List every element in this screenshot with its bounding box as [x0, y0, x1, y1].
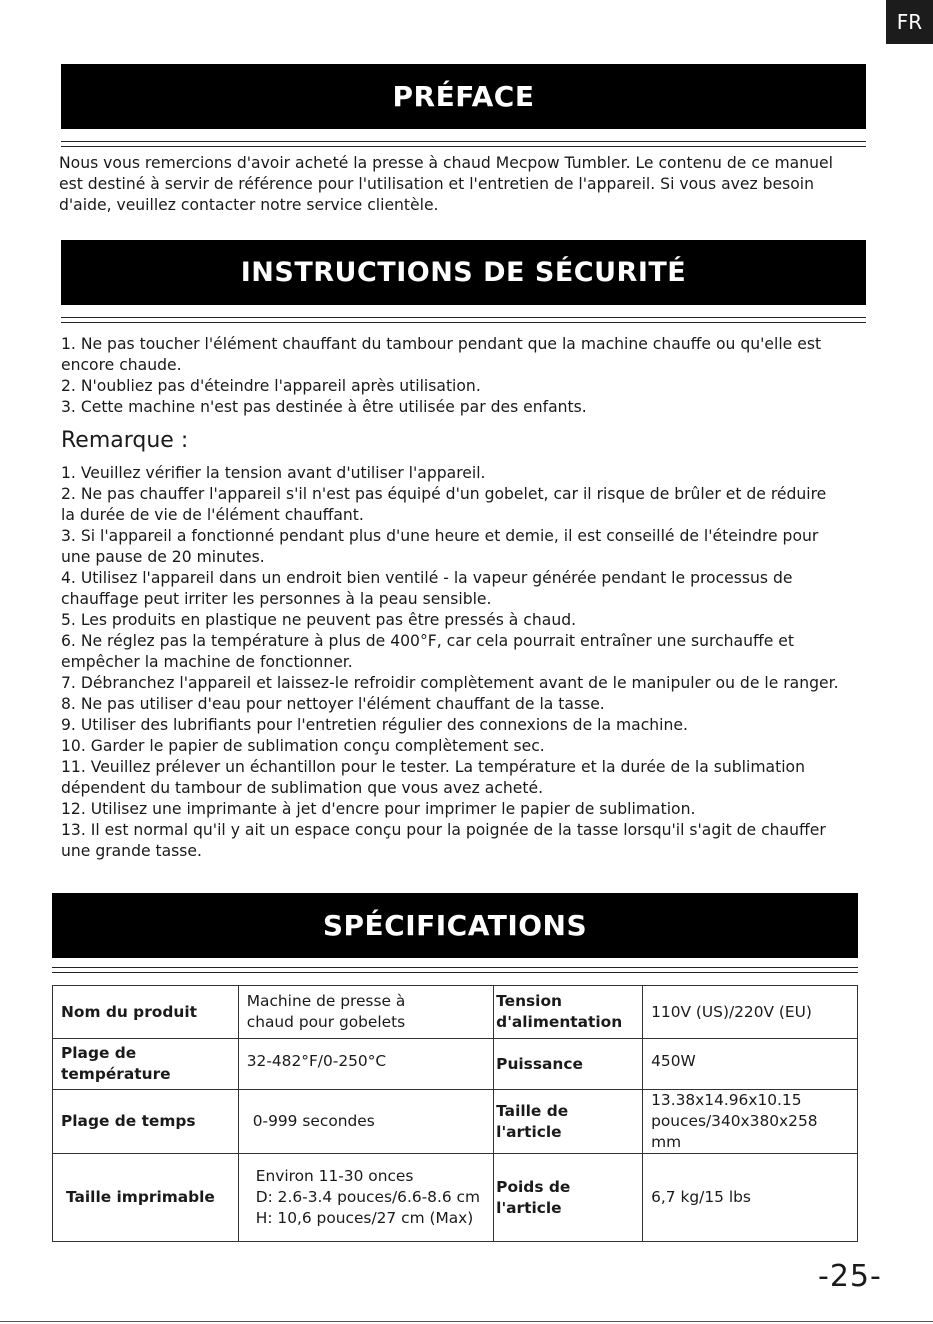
specs-title: SPÉCIFICATIONS — [322, 909, 588, 942]
divider — [52, 972, 858, 973]
language-badge: FR — [886, 0, 933, 44]
table-row — [53, 1154, 858, 1242]
spec-label: Taille imprimable — [53, 1154, 239, 1242]
spec-value: Machine de presse à chaud pour gobelets — [238, 986, 493, 1039]
text-line: 8. Ne pas utiliser d'eau pour nettoyer l'élément chauffant de la tasse. — [61, 695, 605, 713]
preface-banner — [61, 64, 866, 129]
spec-label: Taille de l'article — [494, 1090, 643, 1154]
text-line: 9. Utiliser des lubrifiants pour l'entretien régulier des connexions de la machine. — [61, 716, 688, 734]
spec-label: Poids de l'article — [494, 1154, 643, 1242]
table-row — [53, 1039, 858, 1090]
table-row — [53, 986, 858, 1039]
text-line: 7. Débranchez l'appareil et laissez-le refroidir complètement avant de le manipuler ou de le ranger. — [61, 674, 839, 692]
divider — [61, 322, 866, 323]
text-line: 5. Les produits en plastique ne peuvent pas être pressés à chaud. — [61, 611, 577, 629]
text-line: 3. Cette machine n'est pas destinée à être utilisée par des enfants. — [61, 398, 587, 416]
text-line: 1. Veuillez vérifier la tension avant d'utiliser l'appareil. — [61, 464, 486, 482]
text-line: 11. Veuillez prélever un échantillon pour le tester. La température et la durée de la sublimation — [61, 758, 805, 776]
text-line: 2. N'oubliez pas d'éteindre l'appareil après utilisation. — [61, 377, 481, 395]
divider — [61, 317, 866, 318]
text-line: 13. Il est normal qu'il y ait un espace conçu pour la poignée de la tasse lorsqu'il s'agit de chauffer — [61, 821, 826, 839]
preface-title: PRÉFACE — [392, 80, 535, 113]
divider — [52, 967, 858, 968]
text-line: une pause de 20 minutes. — [61, 548, 265, 566]
text-line: 10. Garder le papier de sublimation conçu complètement sec. — [61, 737, 545, 755]
specs-banner — [52, 893, 858, 958]
divider — [61, 146, 866, 147]
spec-value: 6,7 kg/15 lbs — [643, 1154, 858, 1242]
spec-label: Plage de température — [53, 1039, 239, 1090]
divider — [61, 141, 866, 142]
text-line: dépendent du tambour de sublimation que vous avez acheté. — [61, 779, 544, 797]
text-line: une grande tasse. — [61, 842, 202, 860]
safety-text — [61, 334, 821, 418]
spec-label: Puissance — [494, 1039, 643, 1090]
page-number: -25- — [818, 1259, 882, 1294]
text-line: la durée de vie de l'élément chauffant. — [61, 506, 364, 524]
spec-label: Nom du produit — [53, 986, 239, 1039]
spec-value: Environ 11-30 onces D: 2.6-3.4 pouces/6.6-8.6 cm H: 10,6 pouces/27 cm (Max) — [238, 1154, 493, 1242]
spec-value: 0-999 secondes — [238, 1090, 493, 1154]
remark-title: Remarque : — [61, 428, 189, 453]
remark-text — [61, 463, 839, 862]
table-row — [53, 1090, 858, 1154]
text-line: encore chaude. — [61, 356, 182, 374]
spec-label: Tension d'alimentation — [494, 986, 643, 1039]
safety-banner — [61, 240, 866, 305]
text-line: 12. Utilisez une imprimante à jet d'encre pour imprimer le papier de sublimation. — [61, 800, 696, 818]
spec-label: Plage de temps — [53, 1090, 239, 1154]
spec-value: 13.38x14.96x10.15 pouces/340x380x258 mm — [643, 1090, 858, 1154]
spec-value: 450W — [643, 1039, 858, 1090]
text-line: chauffage peut irriter les personnes à la peau sensible. — [61, 590, 492, 608]
text-line: 1. Ne pas toucher l'élément chauffant du tambour pendant que la machine chauffe ou qu'elle est — [61, 335, 822, 353]
text-line: 2. Ne pas chauffer l'appareil s'il n'est pas équipé d'un gobelet, car il risque de brûler et de réduire — [61, 485, 827, 503]
spec-value: 32-482°F/0-250°C — [238, 1039, 493, 1090]
safety-title: INSTRUCTIONS DE SÉCURITÉ — [240, 257, 687, 288]
text-line: est destiné à servir de référence pour l'utilisation et l'entretien de l'appareil. Si vous avez besoin — [59, 175, 814, 193]
text-line: d'aide, veuillez contacter notre service clientèle. — [59, 196, 439, 214]
text-line: 4. Utilisez l'appareil dans un endroit bien ventilé - la vapeur générée pendant le processus de — [61, 569, 793, 587]
spec-table — [52, 985, 858, 1242]
spec-value: 110V (US)/220V (EU) — [643, 986, 858, 1039]
text-line: Nous vous remercions d'avoir acheté la presse à chaud Mecpow Tumbler. Le contenu de ce manuel — [59, 154, 833, 172]
text-line: 3. Si l'appareil a fonctionné pendant plus d'une heure et demie, il est conseillé de l'éteindre pour — [61, 527, 819, 545]
divider — [0, 1321, 933, 1322]
text-line: empêcher la machine de fonctionner. — [61, 653, 353, 671]
preface-text — [59, 153, 833, 216]
text-line: 6. Ne réglez pas la température à plus de 400°F, car cela pourrait entraîner une surchauffe et — [61, 632, 794, 650]
